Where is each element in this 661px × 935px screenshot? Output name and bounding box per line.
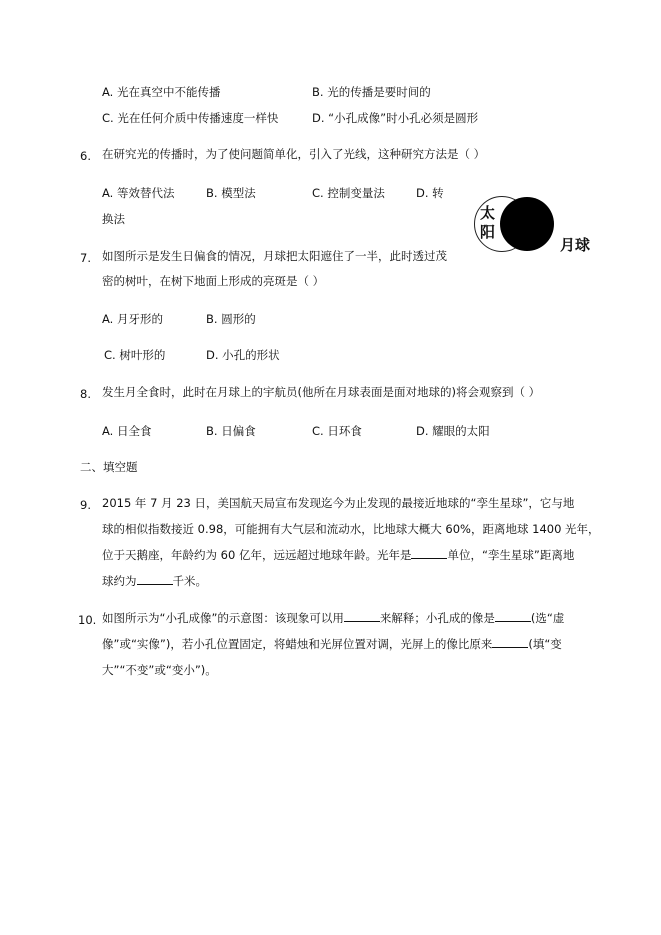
q10-line1-b: 来解释；小孔成的像是: [379, 611, 495, 625]
q9-line2: 球的相似指数接近 0.98，可能拥有大气层和流动水，比地球大概大 60%，距离地球 1400 光年，: [102, 522, 600, 536]
q10-line2-b: (填“变: [528, 637, 562, 651]
q9-line3: [102, 547, 574, 563]
q10-line1-a: 如图所示为“小孔成像”的示意图：该现象可以用: [102, 611, 344, 625]
section-heading-fill-blank: 二、填空题: [80, 460, 138, 474]
q7-stem-line2: 密的树叶，在树下地面上形成的亮斑是（ ）: [102, 274, 325, 288]
q10-line2: [102, 636, 562, 652]
moon-label: 月球: [560, 236, 591, 254]
q9-line3-text: 位于天鹅座，年龄约为 60 亿年，远远超过地球年龄。光年是: [102, 548, 412, 562]
q9-line1: 2015 年 7 月 23 日，美国航天局宣布发现迄今为止发现的最接近地球的“孪生星球”，它与地: [102, 496, 575, 510]
q5-option-a: A. 光在真空中不能传播: [102, 85, 221, 99]
q7-option-c: C. 树叶形的: [104, 348, 166, 362]
q7-stem-line1: 如图所示是发生日偏食的情况，月球把太阳遮住了一半，此时透过茂: [102, 249, 447, 263]
q9-blank-2[interactable]: [137, 573, 173, 585]
eclipse-diagram: [470, 192, 600, 262]
q7-number: 7.: [80, 251, 91, 265]
q9-line4-after: 千米。: [172, 574, 207, 588]
q10-line1-c: (选“虚: [530, 611, 565, 625]
q8-option-d: D. 耀眼的太阳: [416, 424, 490, 438]
q10-line3: 大”“不变”或“变小”)。: [102, 663, 217, 677]
q8-option-a: A. 日全食: [102, 424, 152, 438]
q9-line4-text: 球约为: [102, 574, 137, 588]
q5-option-d: D. “小孔成像”时小孔必须是圆形: [312, 111, 479, 125]
q10-blank-3[interactable]: [492, 636, 528, 648]
q9-line4: [102, 573, 207, 589]
q6-number: 6.: [80, 149, 91, 163]
q6-option-c: C. 控制变量法: [312, 186, 385, 200]
q6-option-d: D. 转: [416, 186, 444, 200]
q6-stem: 在研究光的传播时，为了使问题简单化，引入了光线，这种研究方法是（ ）: [102, 147, 486, 161]
q10-blank-2[interactable]: [495, 610, 531, 622]
q5-option-b: B. 光的传播是要时间的: [312, 85, 431, 99]
q8-stem: 发生月全食时，此时在月球上的宇航员(他所在月球表面是面对地球的)将会观察到（ ）: [102, 385, 541, 399]
q6-option-d-continued: 换法: [102, 212, 125, 226]
q8-number: 8.: [80, 387, 91, 401]
q5-option-c: C. 光在任何介质中传播速度一样快: [102, 111, 279, 125]
q9-number: 9.: [80, 498, 91, 512]
q9-line3-after: 单位，“孪生星球”距离地: [447, 548, 575, 562]
q7-option-a: A. 月牙形的: [102, 312, 163, 326]
q10-line2-a: 像”或“实像”)，若小孔位置固定，将蜡烛和光屏位置对调，光屏上的像比原来: [102, 637, 493, 651]
q10-blank-1[interactable]: [344, 610, 380, 622]
q9-blank-1[interactable]: [411, 547, 447, 559]
q7-option-b: B. 圆形的: [206, 312, 256, 326]
q8-option-c: C. 日环食: [312, 424, 362, 438]
q7-option-d: D. 小孔的形状: [206, 348, 280, 362]
q10-line1: [102, 610, 564, 626]
q10-number: 10.: [78, 613, 97, 627]
q6-option-b: B. 模型法: [206, 186, 256, 200]
q8-option-b: B. 日偏食: [206, 424, 256, 438]
sun-label: 太阳: [480, 204, 496, 241]
q6-option-a: A. 等效替代法: [102, 186, 175, 200]
moon-disk: [500, 197, 554, 251]
